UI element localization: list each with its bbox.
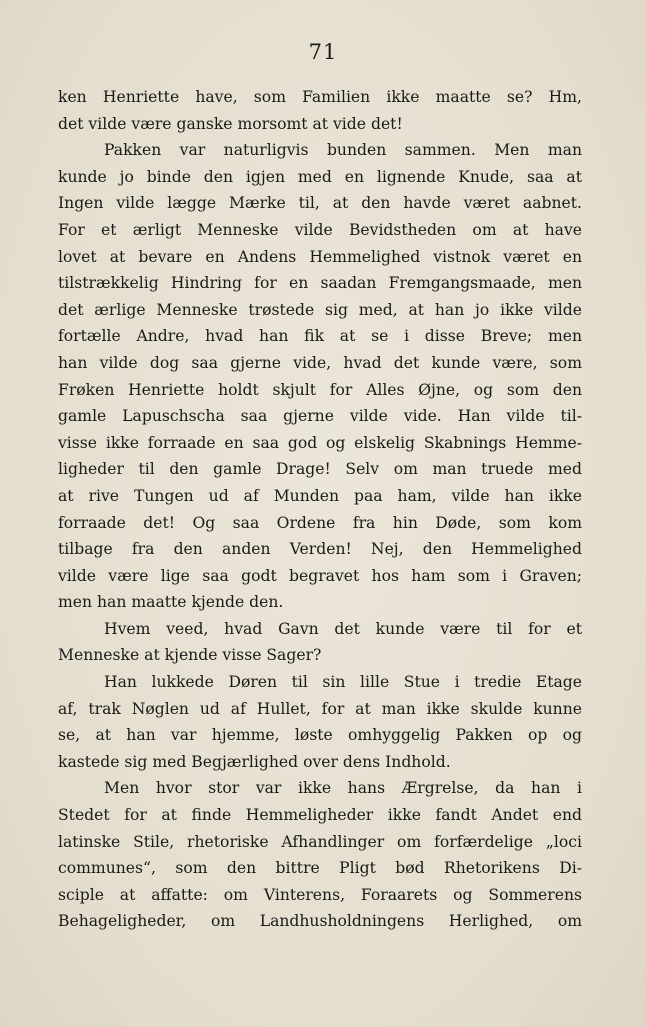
text-line: at rive Tungen ud af Munden paa ham, vilde han ikke xyxy=(58,486,582,505)
text-line: Stedet for at finde Hemmeligheder ikke fandt Andet end xyxy=(58,806,582,825)
text-line: For et ærligt Menneske vilde Bevidstheden om at have xyxy=(58,220,582,239)
text-line: Behageligheder, om Landhusholdningens Herlighed, om xyxy=(58,912,582,931)
text-line: sciple at affatte: om Vinterens, Foraarets og Sommerens xyxy=(58,885,582,904)
text-line: det vilde være ganske morsomt at vide det! xyxy=(58,114,403,133)
text-line: fortælle Andre, hvad han fik at se i disse Breve; men xyxy=(58,327,582,346)
text-line: Ingen vilde lægge Mærke til, at den havde været aabnet. xyxy=(58,194,582,213)
text-line: tilstrækkelig Hindring for en saadan Fremgangsmaade, men xyxy=(58,274,582,293)
text-line: kunde jo binde den igjen med en lignende Knude, saa at xyxy=(58,167,582,186)
text-line: Pakken var naturligvis bunden sammen. Men man xyxy=(104,141,582,160)
text-line: gamle Lapuschscha saa gjerne vilde vide. Han vilde til- xyxy=(58,407,582,426)
text-line: Men hvor stor var ikke hans Ærgrelse, da han i xyxy=(104,779,582,798)
text-line: forraade det! Og saa Ordene fra hin Døde, som kom xyxy=(58,513,582,532)
text-line: latinske Stile, rhetoriske Afhandlinger om forfærdelige „loci xyxy=(58,832,582,851)
text-line: Frøken Henriette holdt skjult for Alles Øjne, og som den xyxy=(58,380,582,399)
page-number: 71 xyxy=(308,40,338,64)
text-line: se, at han var hjemme, løste omhyggelig Pakken op og xyxy=(58,726,582,745)
text-line: Han lukkede Døren til sin lille Stue i tredie Etage xyxy=(104,673,582,692)
text-line: Hvem veed, hvad Gavn det kunde være til for et xyxy=(104,619,582,638)
text-line: vilde være lige saa godt begravet hos ham som i Graven; xyxy=(58,566,582,585)
text-line: han vilde dog saa gjerne vide, hvad det kunde være, som xyxy=(58,353,582,372)
text-line: men han maatte kjende den. xyxy=(58,593,284,612)
body-text xyxy=(58,84,582,935)
text-line: communes“, som den bittre Pligt bød Rhetorikens Di- xyxy=(58,859,582,878)
text-line: det ærlige Menneske trøstede sig med, at han jo ikke vilde xyxy=(58,300,582,319)
text-line: visse ikke forraade en saa god og elskelig Skabnings Hemme- xyxy=(58,433,582,452)
text-line: Menneske at kjende visse Sager? xyxy=(58,646,322,665)
text-line: af, trak Nøglen ud af Hullet, for at man ikke skulde kunne xyxy=(58,699,582,718)
text-line: lovet at bevare en Andens Hemmelighed vistnok været en xyxy=(58,247,582,266)
text-line: tilbage fra den anden Verden! Nej, den Hemmelighed xyxy=(58,540,582,559)
text-line: kastede sig med Begjærlighed over dens Indhold. xyxy=(58,752,451,771)
text-line: ken Henriette have, som Familien ikke maatte se? Hm, xyxy=(58,88,582,106)
text-line: ligheder til den gamle Drage! Selv om man truede med xyxy=(58,460,582,479)
